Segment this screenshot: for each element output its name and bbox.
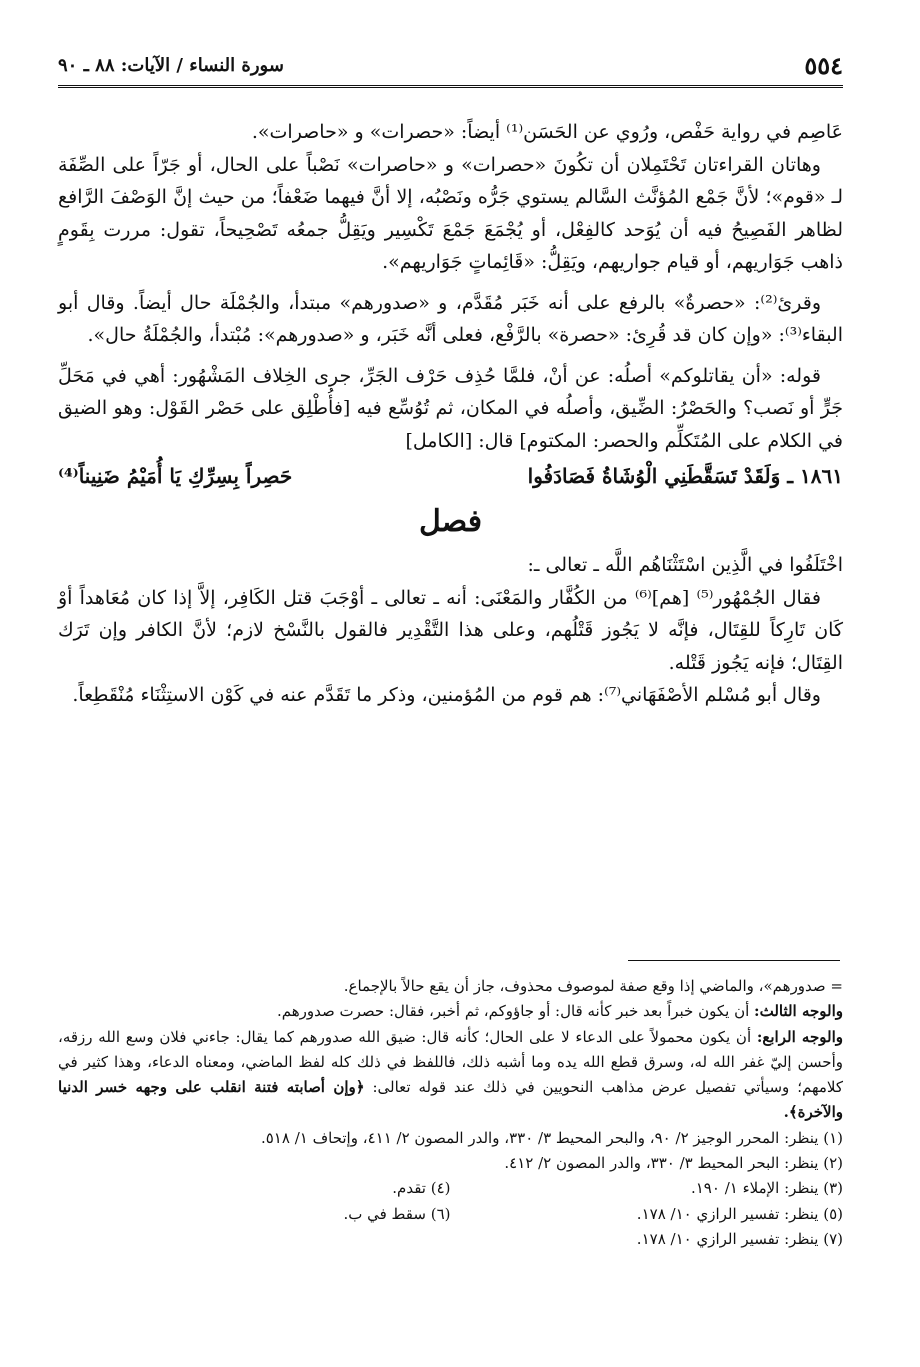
page-number: ٥٥٤ bbox=[804, 51, 843, 80]
footnote: (٥) ينظر: تفسير الرازي ١٠/ ١٧٨. bbox=[636, 1204, 843, 1223]
footnote: (٦) سقط في ب. bbox=[343, 1204, 451, 1223]
running-title: سورة النساء / الآيات: ٨٨ ـ ٩٠ bbox=[58, 55, 284, 76]
footnotes bbox=[58, 974, 843, 1252]
verse-first-hemistich: وَلَقَدْ تَسَقَّطَنِي الْوُشَاةُ فَصَادَفُوا bbox=[527, 464, 781, 488]
footnote-continuation: = صدورهم»، والماضي إذا وقع صفة لموصوف محذوف، جاز أن يقع حالاً بالإجماع. bbox=[343, 977, 843, 995]
paragraph: اخْتَلَفُوا في الَّذِين اسْتَثْنَاهُم اللَّه ـ تعالى ـ: bbox=[527, 554, 843, 576]
paragraph: وقرئ⁽²⁾: «حصرةٌ» بالرفع على أنه خَبَر مُقَدَّم، و «صدورهم» مبتدأ، والجُمْلَة حال أيضاً. وقال أبو البقاء⁽³⁾: «وإن كان قد قُرِئ: «حصرة» بالرَّفْع، فعلى أنَّه خَبَر، و «صدورهم»: مُبْتدأ، والجُمْلَةُ حال». bbox=[58, 291, 843, 346]
section-heading: فصل bbox=[418, 504, 483, 539]
footnote: (٢) ينظر: البحر المحيط ٣/ ٣٣٠، والدر المصون ٢/ ٤١٢. bbox=[504, 1154, 843, 1173]
footnote: (٣) ينظر: الإملاء ١/ ١٩٠. bbox=[690, 1179, 843, 1198]
footnote-label: والوجه الرابع: bbox=[756, 1027, 843, 1046]
footnote: (١) ينظر: المحرر الوجيز ٢/ ٩٠، والبحر المحيط ٣/ ٣٣٠، والدر المصون ٢/ ٤١١، وإتحاف ١/ ٥١٨. bbox=[260, 1128, 843, 1147]
footnote-separator bbox=[628, 960, 840, 961]
footnote: (٤) تقدم. bbox=[392, 1179, 451, 1198]
poetry-verse bbox=[58, 459, 843, 493]
verse-second-hemistich: حَصِراً بِسِرِّكِ يَا أُمَيْمُ ضَنِيناً⁽⁴⁾ bbox=[58, 464, 293, 488]
footnote-paragraph: والوجه الثالث: أن يكون خبراً بعد خبر كأنه قال: أو جاؤوكم، ثم أخبر، فقال: حصرت صدورهم. bbox=[276, 1002, 843, 1021]
footnote-row bbox=[58, 1202, 843, 1227]
page-header bbox=[58, 40, 843, 88]
footnote: (٧) ينظر: تفسير الرازي ١٠/ ١٧٨. bbox=[636, 1229, 843, 1248]
footnote-label: والوجه الثالث: bbox=[754, 1002, 843, 1021]
paragraph: عَاصِم في رواية حَفْص، ورُوي عن الحَسَن⁽¹⁾ أيضاً: «حصرات» و «حاصرات». bbox=[251, 121, 843, 143]
header-rule bbox=[58, 85, 843, 88]
quran-quote: ﴿وإن أصابته فتنة انقلب على وجهه خسر الدنيا والآخرة﴾. bbox=[58, 1078, 843, 1122]
paragraph: فقال الجُمْهُور⁽⁵⁾ [هم]⁽⁶⁾ من الكُفَّار والمَعْنَى: أنه ـ تعالى ـ أوْجَبَ قتل الكَافِر، إلاَّ إذا كان مُعَاهداً أوْ كَان تَارِكاً للقِتَال، فإنَّه لا يَجُوز قَتْلُهم، وعلى هذا التَّقْدِير فالقول بالنَّسْخ لازم؛ لأنَّ الكافر وإن تَرَك القِتَال؛ فإنه يَجُوز قَتْله. bbox=[58, 586, 843, 674]
footnote-row bbox=[58, 1176, 843, 1201]
paragraph: وهاتان القراءتان تَحْتَمِلان أن تكُونَ «حصرات» و «حاصرات» نَصْباً على الحال، أو جَرّاً على الصِّفَة لـ «قوم»؛ لأنَّ جَمْع المُؤنَّث السَّالم يستوي جَرُّه ونَصْبُه، إلا أنَّ فيهما ضَعْفاً؛ من حيث إنَّ الوَصْفَ الرَّافع لظاهر الفَصِيحُ فيه أن يُوَحد كالفِعْل، أو يُجْمَعَ جَمْعَ تَكْسِير ويَقِلُّ جمعُه تَصْحِيحاً، تقول: مررت بِقَومٍ ذاهب جَوَاريهم، أو قيام جواريهم، ويَقِلُّ: «قَائِماتٍ جَوَاريهم». bbox=[58, 153, 843, 273]
paragraph: وقال أبو مُسْلم الأصْفَهَاني⁽⁷⁾: هم قوم من المُؤمنين، وذكر ما تَقَدَّم عنه في كَوْن الاستِثْنَاء مُنْقَطِعاً. bbox=[72, 684, 821, 706]
paragraph: قوله: «أن يقاتلوكم» أصلُه: عن أنْ، فلمَّا حُذِف حَرْف الجَرِّ، جرى الخِلاف المَشْهُور: أهي في مَحَلِّ جَرٍّ أو نَصب؟ والحَصْرُ: الضِّيق، وأصلُه في المكان، ثم تُوُسِّع فيه [فأُطْلِق على حَصْر القَوْل: وهو الضيق في الكلام على المُتَكلِّم والحصر: المكتوم] قال: [الكامل] bbox=[58, 364, 843, 452]
footnote-paragraph: والوجه الرابع: أن يكون محمولاً على الدعاء لا على الحال؛ كأنه قال: ضيق الله صدورهم كما يقال: جاءني فلان وسع الله رزقه، وأحسن إليّ غفر الله له، وسرق قطع الله يده وما أشبه ذلك، فاللفظ في ذلك كله لفظ الماضي، ومعناه الدعاء، وهذا كثير في كلامهم؛ وسيأتي تفصيل عرض مذاهب النحويين في ذلك عند قوله تعالى: ﴿وإن أصابته فتنة انقلب على وجهه خسر الدنيا والآخرة﴾. bbox=[58, 1027, 843, 1122]
main-text bbox=[58, 116, 843, 712]
verse-number: ١٨٦١ ـ bbox=[787, 464, 843, 488]
